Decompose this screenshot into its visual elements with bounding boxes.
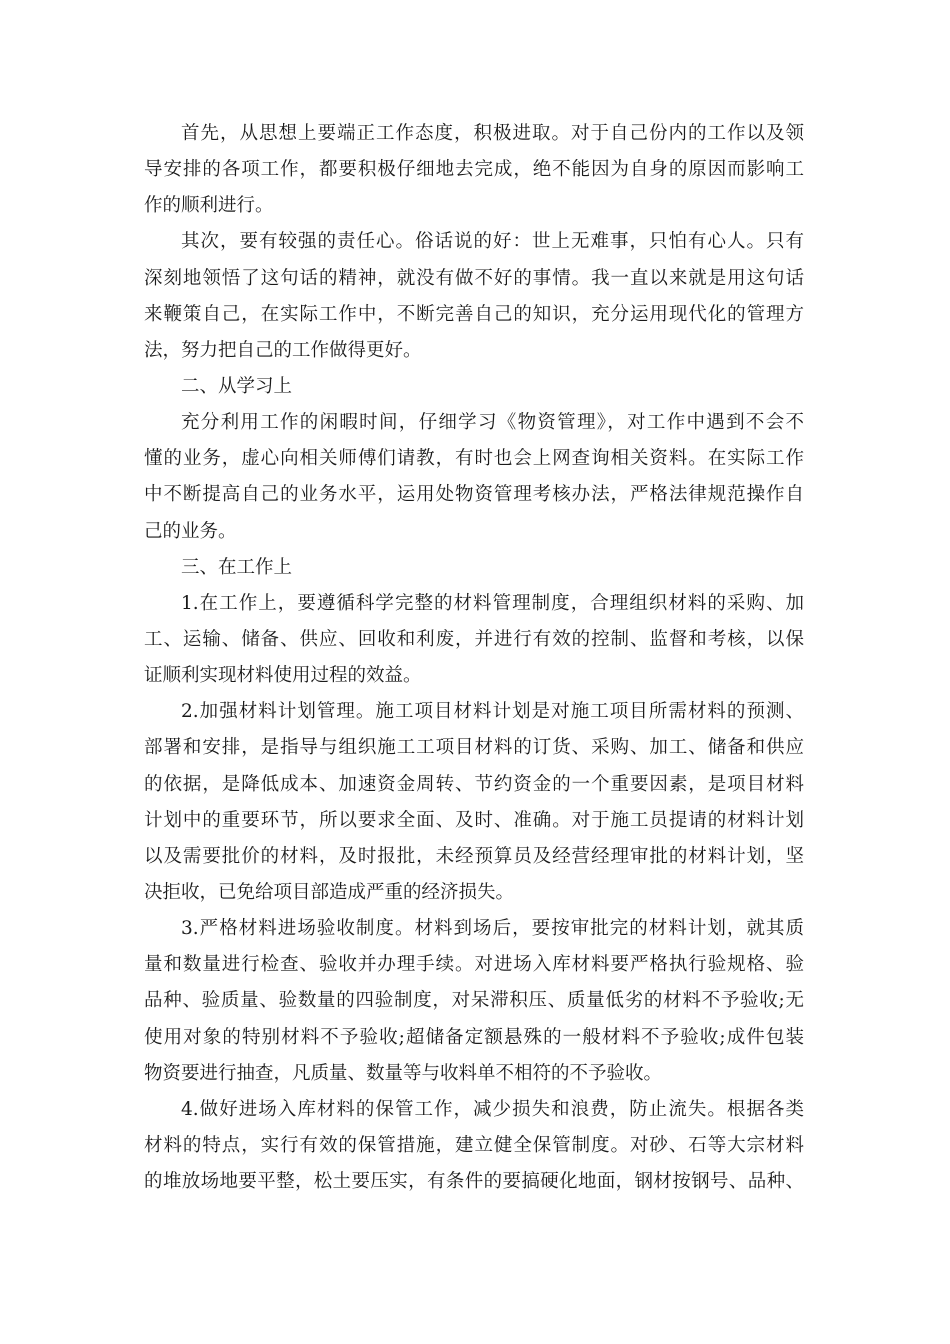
text-line: 2.加强材料计划管理。施工项目材料计划是对施工项目所需材料的预测、 — [181, 701, 804, 723]
text-line: 作的顺利进行。 — [144, 195, 274, 217]
text-line: 懂的业务，虚心向相关师傅们请教，有时也会上网查询相关资料。在实际工作 — [144, 448, 804, 470]
text-line: 4.做好进场入库材料的保管工作，减少损失和浪费，防止流失。根据各类 — [181, 1098, 804, 1120]
text-line: 的堆放场地要平整，松土要压实，有条件的要搞硬化地面，钢材按钢号、品种、 — [144, 1171, 804, 1193]
text-line: 量和数量进行检查、验收并办理手续。对进场入库材料要严格执行验规格、验 — [144, 954, 804, 976]
text-line: 法，努力把自己的工作做得更好。 — [144, 339, 422, 361]
text-line: 己的业务。 — [144, 520, 237, 542]
text-line: 使用对象的特别材料不予验收;超储备定额悬殊的一般材料不予验收;成件包装 — [144, 1026, 804, 1048]
text-line: 来鞭策自己，在实际工作中，不断完善自己的知识，充分运用现代化的管理方 — [144, 303, 804, 325]
text-line: 3.严格材料进场验收制度。材料到场后，要按审批完的材料计划，就其质 — [181, 918, 804, 940]
text-line: 1.在工作上，要遵循科学完整的材料管理制度，合理组织材料的采购、加 — [181, 592, 804, 614]
text-line: 品种、验质量、验数量的四验制度，对呆滞积压、质量低劣的材料不予验收;无 — [144, 990, 804, 1012]
text-line: 的依据，是降低成本、加速资金周转、节约资金的一个重要因素，是项目材料 — [144, 773, 804, 795]
document-body — [144, 116, 804, 1200]
text-line: 中不断提高自己的业务水平，运用处物资管理考核办法，严格法律规范操作自 — [144, 484, 804, 506]
text-line: 部署和安排，是指导与组织施工工项目材料的订货、采购、加工、储备和供应 — [144, 737, 804, 759]
text-line: 首先，从思想上要端正工作态度，积极进取。对于自己份内的工作以及领 — [181, 123, 804, 144]
text-line: 以及需要批价的材料，及时报批，未经预算员及经营经理审批的材料计划，坚 — [144, 845, 804, 867]
text-line: 计划中的重要环节，所以要求全面、及时、准确。对于施工员提请的材料计划 — [144, 809, 804, 831]
text-line: 其次，要有较强的责任心。俗话说的好：世上无难事，只怕有心人。只有 — [181, 231, 804, 253]
text-line: 证顺利实现材料使用过程的效益。 — [144, 665, 422, 687]
text-line: 物资要进行抽查，凡质量、数量等与收料单不相符的不予验收。 — [144, 1062, 663, 1084]
text-line: 充分利用工作的闲暇时间，仔细学习《物资管理》，对工作中遇到不会不 — [181, 412, 804, 434]
text-line: 深刻地领悟了这句话的精神，就没有做不好的事情。我一直以来就是用这句话 — [144, 267, 804, 289]
text-line: 决拒收，已免给项目部造成严重的经济损失。 — [144, 881, 515, 903]
text-line: 三、在工作上 — [181, 556, 293, 578]
text-line: 二、从学习上 — [181, 375, 293, 397]
text-line: 导安排的各项工作，都要积极仔细地去完成，绝不能因为自身的原因而影响工 — [144, 159, 804, 181]
text-line: 材料的特点，实行有效的保管措施，建立健全保管制度。对砂、石等大宗材料 — [144, 1134, 804, 1156]
text-line: 工、运输、储备、供应、回收和利废，并进行有效的控制、监督和考核，以保 — [144, 628, 804, 650]
